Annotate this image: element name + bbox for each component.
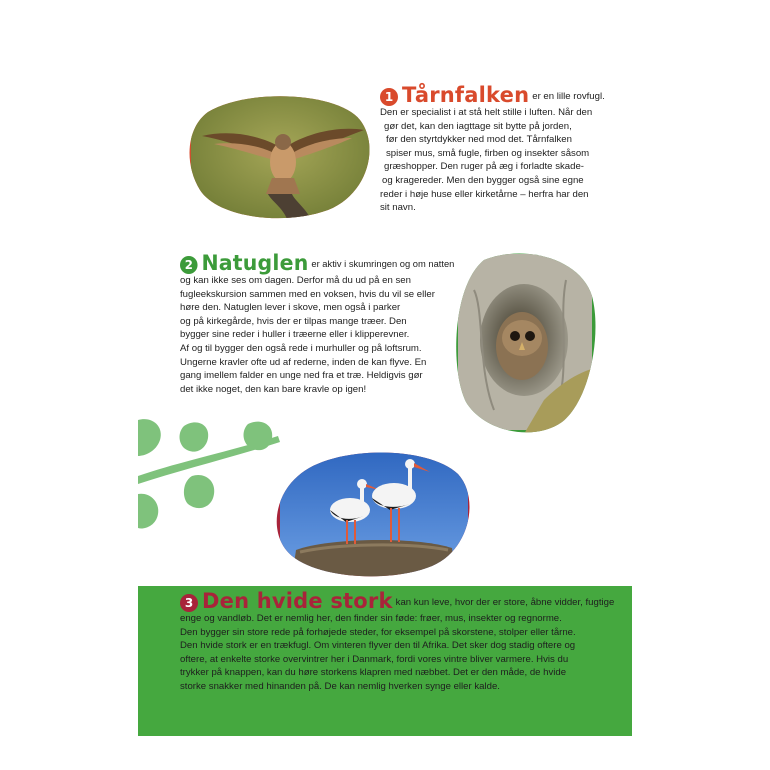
- falcon-heading-line: [380, 83, 620, 107]
- stork-text-line: Den bygger sin store rede på forhøjede steder, for eksempel på skorstene, stolper eller tårne.: [180, 626, 576, 638]
- stork-heading-line: [180, 589, 626, 613]
- stork-text-line: Den hvide stork er en trækfugl. Om vinteren flyver den til Afrika. Det sker dog stadig oftere og: [180, 640, 576, 652]
- falcon-text-line: reder i høje huse eller kirketårne – herfra har den: [380, 188, 589, 200]
- stork-text-line: oftere, at enkelte storke overvintrer her i Danmark, fordi vores vintre bliver varmere. Hvis du: [180, 653, 569, 665]
- falcon-text-line: Den er specialist i at stå helt stille i luften. Når den: [380, 107, 593, 118]
- stork-text-line: trykker på knappen, kan du høre storkens klapren med næbbet. Det er den måde, de hvide: [180, 667, 567, 679]
- stork-text-line: enge og vandløb. Det er nemlig her, den finder sin føde: frøer, mus, insekter og regnorme.: [180, 613, 562, 624]
- falcon-text-line: græshopper. Den ruger på æg i forladte skade-: [384, 161, 584, 173]
- owl-text-line: det ikke noget, den kan bare kravle op igen!: [180, 383, 367, 395]
- stork-text-line: storke snakker med hinanden på. De kan nemlig hverken synge eller kalde.: [180, 680, 500, 692]
- owl-text-line: bygger sine reder i huller i træerne eller i klipperevner.: [180, 329, 410, 341]
- section-owl: [180, 251, 455, 396]
- falcon-text-line: og kragereder. Men den bygger også sine egne: [382, 174, 584, 186]
- falcon-text-line: gør det, kan den iagttage sit bytte på jorden,: [384, 120, 572, 132]
- owl-text-line: Af og til bygger den også rede i murhuller og på loftsrum.: [180, 342, 422, 354]
- falcon-title: Tårnfalken: [402, 83, 530, 107]
- falcon-text-line: sit navn.: [380, 202, 416, 214]
- section-stork: [180, 589, 626, 694]
- owl-text-line: Ungerne kravler ofte ud af rederne, inden de kan flyve. En: [180, 356, 427, 368]
- owl-text-line: høre den. Natuglen lever i skove, men også i parker: [180, 302, 401, 314]
- falcon-text-line: før den styrtdykker ned mod det. Tårnfalken: [386, 134, 572, 146]
- owl-text-line: er aktiv i skumringen og om natten: [311, 259, 455, 270]
- falcon-number-badge: 1: [380, 88, 398, 106]
- owl-title: Natuglen: [201, 251, 309, 275]
- stork-photo: [276, 446, 472, 578]
- falcon-text-line: spiser mus, små fugle, firben og insekter såsom: [386, 147, 590, 159]
- stork-title: Den hvide stork: [202, 589, 393, 613]
- falcon-photo: [188, 90, 374, 222]
- stork-number-badge: 3: [180, 594, 198, 612]
- owl-text-line: og på kirkegårde, hvis der er tilpas mange træer. Den: [180, 315, 407, 327]
- stork-text-line: kan kun leve, hvor der er store, åbne vidder, fugtige: [395, 597, 615, 608]
- owl-heading-line: [180, 251, 455, 275]
- owl-text-line: fugleekskursion sammen med en voksen, hvis du vil se eller: [180, 288, 435, 300]
- owl-text-line: og kan ikke ses om dagen. Derfor må du ud på en sen: [180, 275, 411, 286]
- falcon-text-line: er en lille rovfugl.: [532, 91, 605, 102]
- section-falcon: [380, 83, 620, 215]
- leaf-branch-decoration: [138, 416, 288, 532]
- owl-number-badge: 2: [180, 256, 198, 274]
- owl-text-line: gang imellem falder en unge ned fra et træ. Heldigvis gør: [180, 370, 423, 382]
- owl-photo: [454, 250, 596, 434]
